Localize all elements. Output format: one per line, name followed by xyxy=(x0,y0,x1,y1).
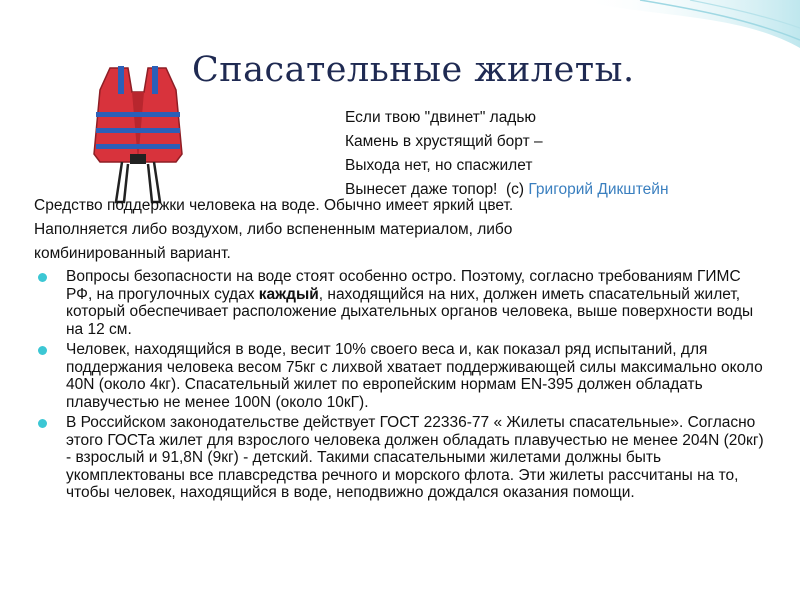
poem-last-line: Вынесет даже топор! xyxy=(345,181,498,198)
life-vest-image xyxy=(88,62,188,210)
intro-line: Наполняется либо воздухом, либо вспененным материалом, либо xyxy=(34,221,513,238)
poem-line xyxy=(345,178,669,202)
epigraph-poem xyxy=(345,106,669,202)
poem-line: Камень в хрустящий борт – xyxy=(345,133,543,150)
list-item: Вопросы безопасности на воде стоят особенно остро. Поэтому, согласно требованиям ГИМС РФ, на прогулочных судах каждый, находящийся на них, должен иметь спасательный жилет, который обеспечивает расположение дыхательных органов человека, выше поверхности воды на 12 см. xyxy=(38,268,768,338)
intro-paragraph xyxy=(34,194,754,266)
poem-line: Выхода нет, но спасжилет xyxy=(345,157,533,174)
poem-line: Если твою "двинет" ладью xyxy=(345,109,537,126)
emphasis: каждый xyxy=(258,285,319,303)
bullet-list xyxy=(38,268,768,505)
bullet-dot-icon xyxy=(38,273,47,282)
attribution-mark: (с) xyxy=(506,181,525,198)
list-item: Человек, находящийся в воде, весит 10% своего веса и, как показал ряд испытаний, для поддержания человека весом 75кг с лихвой хватает поддерживающей силы максимально около 40N (около 4кг). Спасательный жилет по европейским нормам EN-395 должен обладать плавучестью не менее 100N (около 10кГ). xyxy=(38,341,768,411)
bullet-dot-icon xyxy=(38,346,47,355)
poem-author: Григорий Дикштейн xyxy=(528,181,669,198)
bullet-dot-icon xyxy=(38,419,47,428)
list-item: В Российском законодательстве действует ГОСТ 22336-77 « Жилеты спасательные». Согласно этого ГОСТа жилет для взрослого человека должен обладать плавучестью не менее 204N (20кг) - взрослый и 91,8N (9кг) - детский. Такими спасательными жилетами должны быть укомплектованы все плавсредства речного и морского флота. Эти жилеты рассчитаны на то, чтобы человек, находящийся в воде, неподвижно дождался оказания помощи. xyxy=(38,414,768,502)
intro-line: Средство поддержки человека на воде. Обычно имеет яркий цвет. xyxy=(34,197,514,214)
page-title: Спасательные жилеты. xyxy=(192,50,635,90)
intro-line: комбинированный вариант. xyxy=(34,245,231,262)
